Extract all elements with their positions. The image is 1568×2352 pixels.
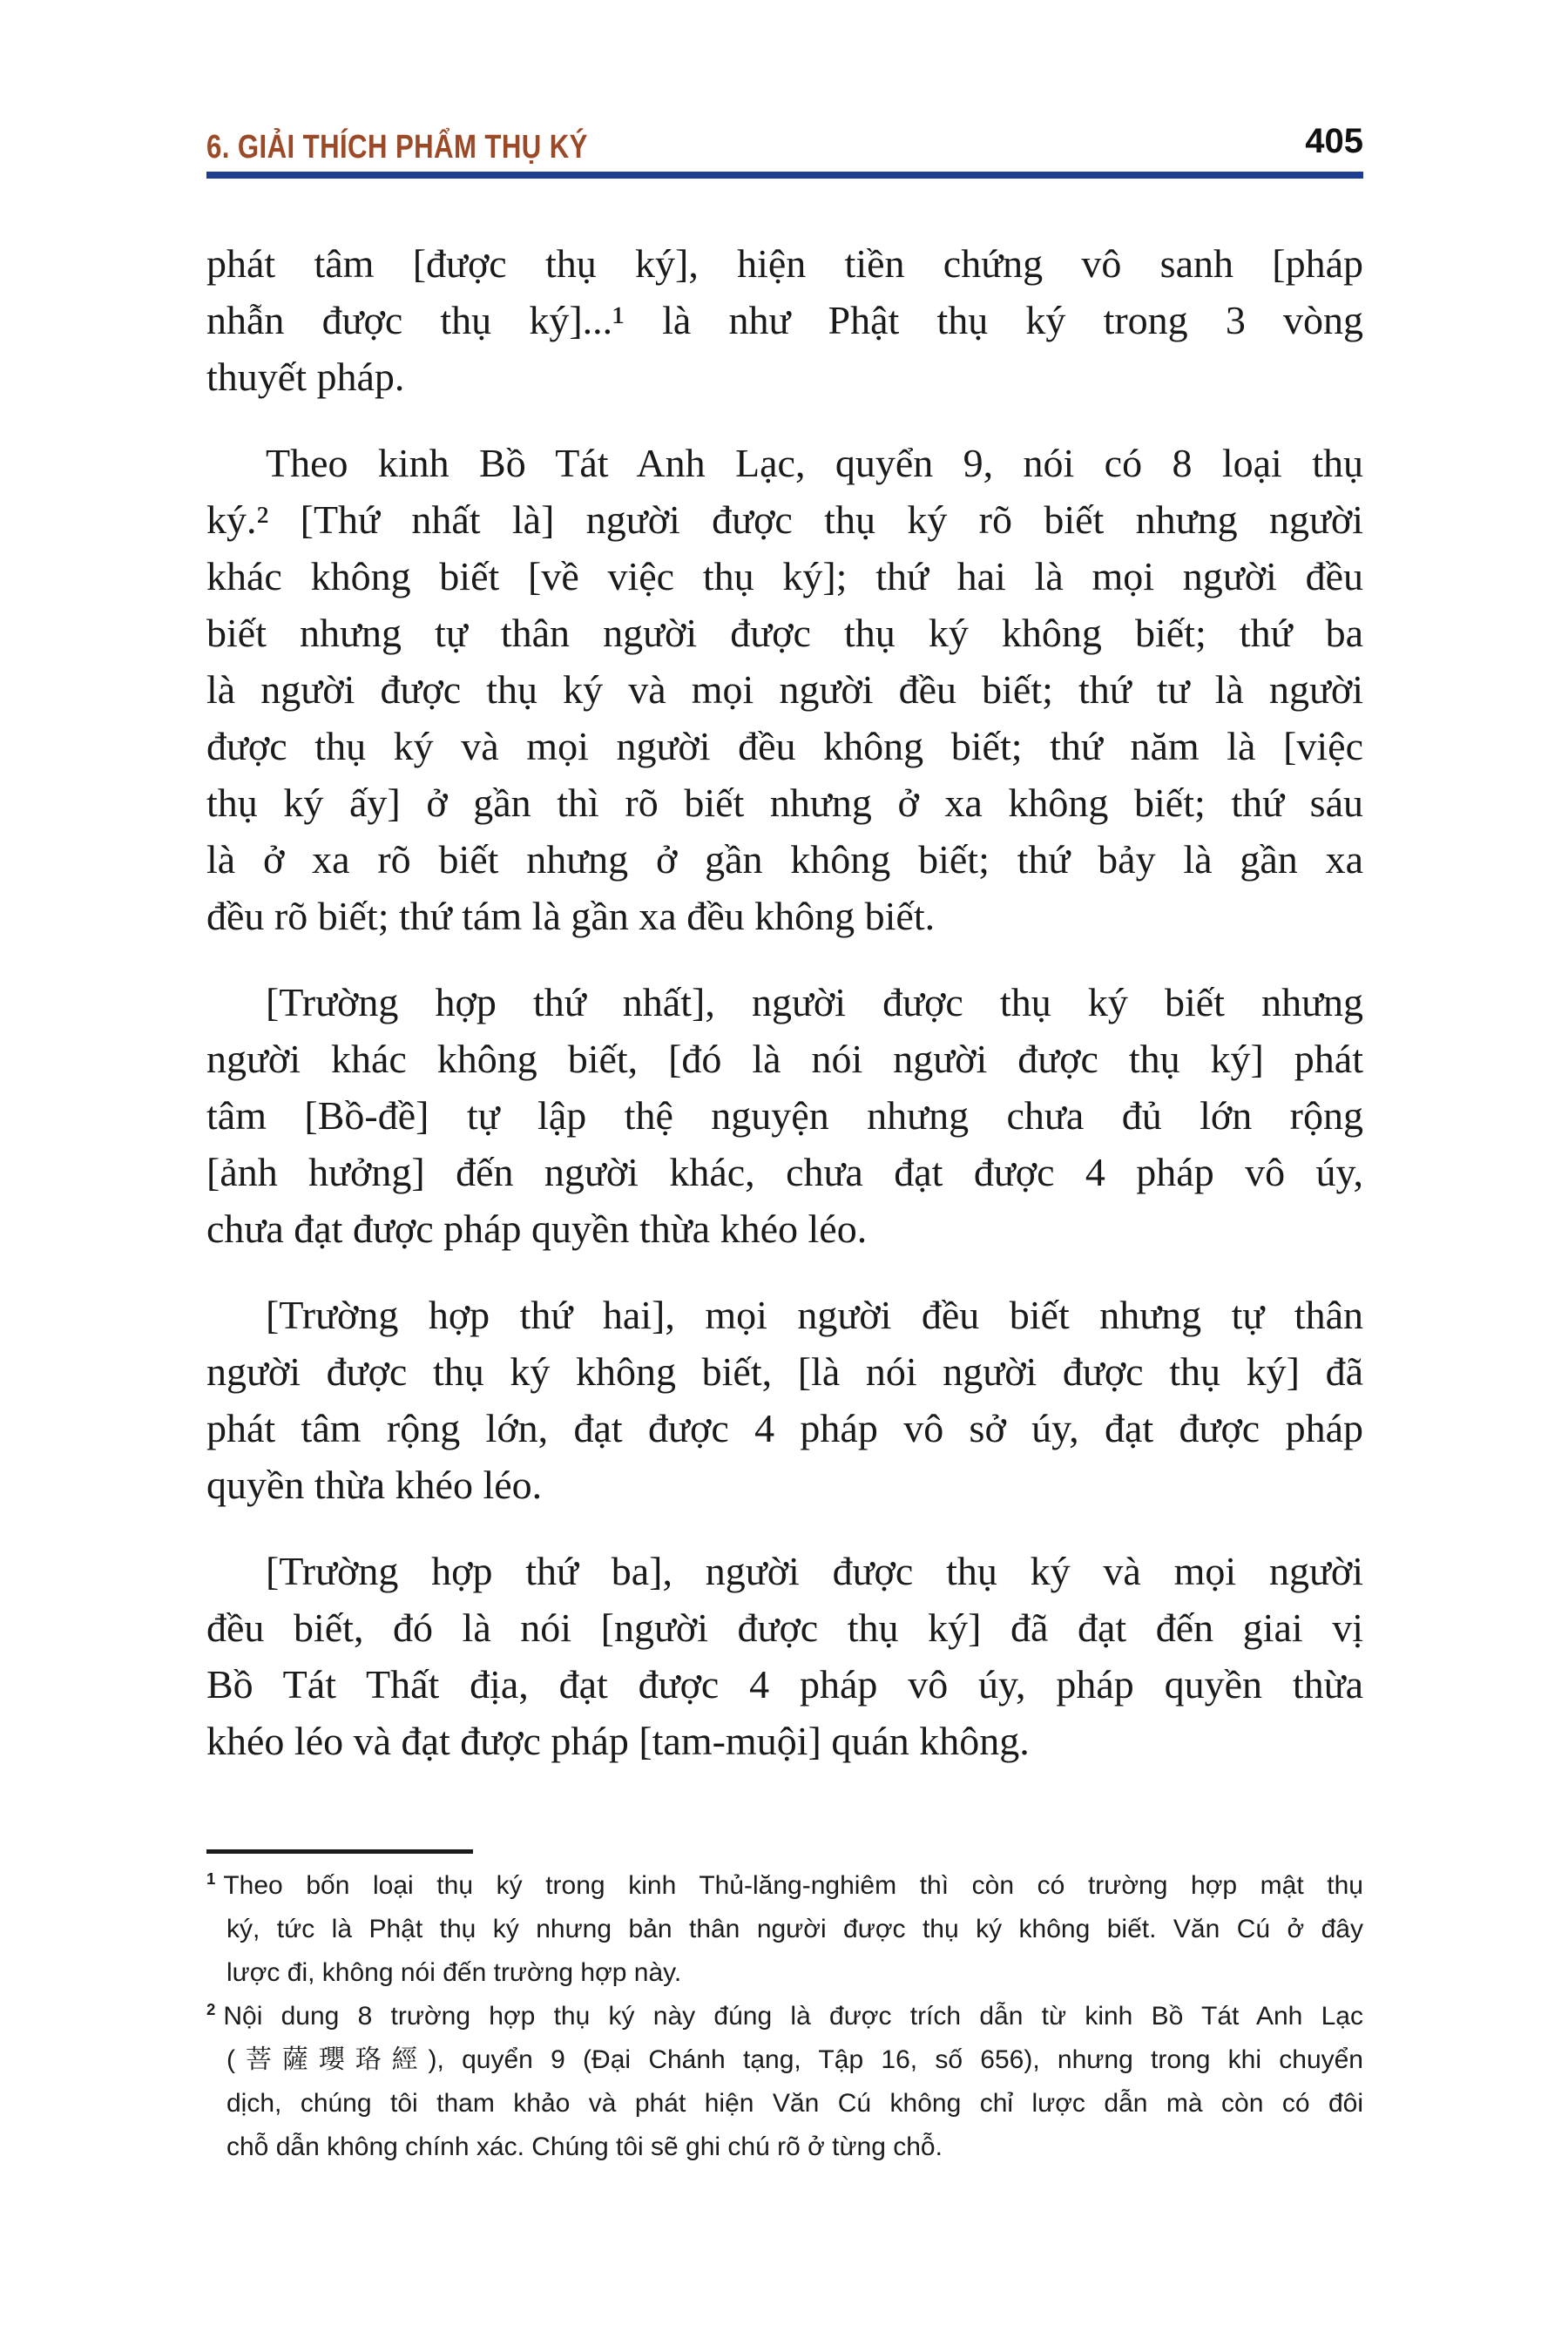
body-line: là ở xa rõ biết nhưng ở gần không biết; thứ bảy là gần xa xyxy=(206,837,1363,882)
body-line: đều biết, đó là nói [người được thụ ký] đã đạt đến giai vị xyxy=(206,1605,1363,1650)
body-line: biết nhưng tự thân người được thụ ký không biết; thứ ba xyxy=(206,611,1363,655)
body-line: quyền thừa khéo léo. xyxy=(206,1463,543,1507)
header-rule xyxy=(206,172,1363,179)
body-line: được thụ ký và mọi người đều không biết; thứ năm là [việc xyxy=(206,724,1363,768)
footnote-marker: 1 xyxy=(206,1869,216,1888)
body-line: phát tâm [được thụ ký], hiện tiền chứng vô sanh [pháp xyxy=(206,241,1363,286)
body-line: khéo léo và đạt được pháp [tam-muội] quán không. xyxy=(206,1719,1030,1763)
paragraph xyxy=(206,235,1363,405)
footnote-line: (菩薩瓔珞經), quyển 9 (Đại Chánh tạng, Tập 16, số 656), nhưng trong khi chuyển xyxy=(226,2045,1363,2074)
footnote xyxy=(206,1995,1363,2169)
body-line: tâm [Bồ-đề] tự lập thệ nguyện nhưng chưa đủ lớn rộng xyxy=(206,1093,1363,1138)
body-line: thuyết pháp. xyxy=(206,355,405,399)
body-line: nhẫn được thụ ký]...¹ là như Phật thụ ký trong 3 vòng xyxy=(206,298,1363,342)
footnote-separator xyxy=(206,1849,473,1854)
paragraph xyxy=(206,974,1363,1257)
footnote xyxy=(206,1864,1363,1995)
body-line: đều rõ biết; thứ tám là gần xa đều không biết. xyxy=(206,894,936,938)
footnote-line xyxy=(206,1995,1363,2038)
body-line: người khác không biết, [đó là nói người được thụ ký] phát xyxy=(206,1037,1363,1081)
body-line: Theo kinh Bồ Tát Anh Lạc, quyển 9, nói có 8 loại thụ xyxy=(266,441,1363,485)
footnote-text: Theo bốn loại thụ ký trong kinh Thủ-lăng-nghiêm thì còn có trường hợp mật thụ xyxy=(223,1871,1363,1900)
body-line: khác không biết [về việc thụ ký]; thứ hai là mọi người đều xyxy=(206,554,1363,598)
running-head-chapter-title: 6. GIẢI THÍCH PHẨM THỤ KÝ xyxy=(206,129,588,166)
footnote-line: lược đi, không nói đến trường hợp này. xyxy=(226,1958,682,1987)
body-line: thụ ký ấy] ở gần thì rõ biết nhưng ở xa không biết; thứ sáu xyxy=(206,781,1363,825)
footnote-line: ký, tức là Phật thụ ký nhưng bản thân người được thụ ký không biết. Văn Cú ở đây xyxy=(226,1915,1363,1943)
body-line: [Trường hợp thứ hai], mọi người đều biết nhưng tự thân xyxy=(266,1293,1363,1337)
body-line: Bồ Tát Thất địa, đạt được 4 pháp vô úy, pháp quyền thừa xyxy=(206,1662,1363,1707)
footnotes xyxy=(206,1864,1363,2169)
body-line: là người được thụ ký và mọi người đều biết; thứ tư là người xyxy=(206,667,1363,712)
footnote-line: dịch, chúng tôi tham khảo và phát hiện Văn Cú không chỉ lược dẫn mà còn có đôi xyxy=(226,2089,1363,2118)
footnote-line: chỗ dẫn không chính xác. Chúng tôi sẽ ghi chú rõ ở từng chỗ. xyxy=(226,2132,943,2161)
paragraph xyxy=(206,1287,1363,1513)
body-text xyxy=(206,235,1363,1769)
footnote-marker: 2 xyxy=(206,2000,216,2018)
paragraph xyxy=(206,1543,1363,1769)
body-line: [Trường hợp thứ nhất], người được thụ ký biết nhưng xyxy=(266,980,1363,1024)
body-line: phát tâm rộng lớn, đạt được 4 pháp vô sở úy, đạt được pháp xyxy=(206,1406,1363,1450)
body-line: người được thụ ký không biết, [là nói người được thụ ký] đã xyxy=(206,1349,1363,1394)
body-line: [Trường hợp thứ ba], người được thụ ký và mọi người xyxy=(266,1549,1363,1593)
body-line: ký.² [Thứ nhất là] người được thụ ký rõ biết nhưng người xyxy=(206,497,1363,542)
footnote-line xyxy=(206,1864,1363,1908)
paragraph xyxy=(206,435,1363,944)
footnote-text: Nội dung 8 trường hợp thụ ký này đúng là được trích dẫn từ kinh Bồ Tát Anh Lạc xyxy=(223,2002,1363,2031)
running-head-page-number: 405 xyxy=(1305,122,1363,160)
body-line: chưa đạt được pháp quyền thừa khéo léo. xyxy=(206,1206,868,1251)
body-line: [ảnh hưởng] đến người khác, chưa đạt được 4 pháp vô úy, xyxy=(206,1150,1363,1194)
